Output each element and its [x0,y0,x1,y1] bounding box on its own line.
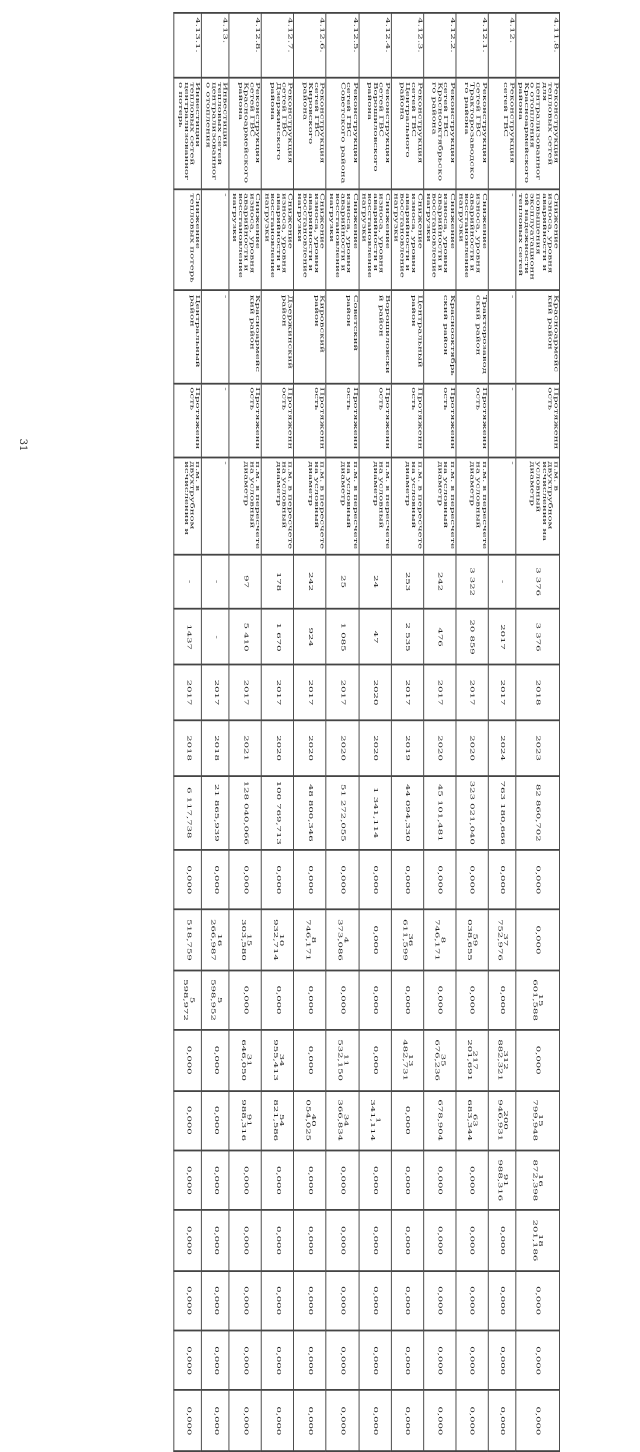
table-cell: п.м. в пересчете на условный диаметр [294,457,326,554]
table-cell: 4.12.5. [326,13,358,78]
table-cell: 6 117,738 [174,776,202,850]
table-cell: Снижение тепловых потерь [174,189,202,291]
table-cell: 16 266,987 [202,910,230,970]
table-cell: 2020 [423,720,455,775]
table-cell: 0,000 [423,1331,455,1391]
table-cell: 2018 [515,665,559,720]
table-cell: п.м. в пересчете на условный диаметр [229,457,261,554]
table-cell: 0,000 [515,910,559,970]
table-cell: 2017 [488,665,516,720]
table-cell: 51 272,055 [326,776,358,850]
table-cell: 0,000 [202,850,230,910]
table-cell: 2024 [488,720,516,775]
table-cell: - [488,457,516,554]
table-row [294,13,326,1451]
table-cell: 91 988,316 [229,1090,261,1150]
table-cell: 82 860,702 [515,776,559,850]
table-cell: 4.12.8. [229,13,261,78]
table-cell: 0,000 [326,1331,358,1391]
table-cell: 0,000 [202,1391,230,1451]
table-cell: 2020 [359,665,391,720]
table-cell: п.м. в двухтрубном исчислении на условный диаметр [515,457,559,554]
table-cell: - [488,189,516,291]
table-cell: Реконструкция тепловых сетей для централизованного отопления Красноармейского района [515,78,559,189]
table-cell: 2017 [229,665,261,720]
table-cell: п.м. в пересчете на условный диаметр [423,457,455,554]
table-cell: 2023 [515,720,559,775]
table-cell: 4.12.7. [262,13,294,78]
table-cell: 312 882,321 [488,1030,516,1090]
table-cell: Реконструкция сетей ГВС Дзержинского района [262,78,294,189]
table-cell: Ворошиловский район [359,290,391,382]
table-cell: 4.12. [488,13,516,78]
table-cell: 2017 [262,665,294,720]
table-row [515,13,559,1451]
table-cell: Протяженность [359,383,391,457]
table-cell: 0,000 [423,1150,455,1210]
table-cell: 0,000 [294,1331,326,1391]
table-cell: Реконструкция сетей ГВС [488,78,516,189]
table-cell: Реконструкция сетей ГВС Красноармейского района [229,78,261,189]
table-cell: 97 [229,554,261,609]
table-cell: 0,000 [294,970,326,1030]
table-cell: 0,000 [391,1090,423,1150]
table-cell: 20 859 [456,609,488,664]
table-cell: п.м. в пересчете на условный диаметр [359,457,391,554]
table-cell: Инвестиции тепловых сетей централизованного отопления [202,78,230,189]
table-cell: 0,000 [174,1210,202,1270]
table-row [488,13,516,1451]
table-cell: Реконструкция сетей ГВС Тракторозаводского района [456,78,488,189]
table-cell: 100 769,713 [262,776,294,850]
table-cell: 0,000 [262,1331,294,1391]
table-cell: 0,000 [456,970,488,1030]
table-cell: 0,000 [391,1271,423,1331]
table-cell: Реконструкция сетей ГВС Кировского района [294,78,326,189]
table-cell: 0,000 [359,850,391,910]
table-cell: Снижение износа, уровня аварийности и восстановление нагрузки [391,189,423,291]
table-cell: 37 752,976 [488,910,516,970]
table-cell: 253 [391,554,423,609]
table-cell: 0,000 [229,1271,261,1331]
table-cell: Центральный район [391,290,423,382]
table-row [391,13,423,1451]
table-cell: 15 799,948 [515,1090,559,1150]
table-cell: Протяженность [456,383,488,457]
table-cell: п.м. в пересчете на условный диаметр [262,457,294,554]
table-cell: 91 988,316 [488,1150,516,1210]
table-cell: 0,000 [488,1331,516,1391]
table-row [456,13,488,1451]
table-cell: Реконструкция сетей ГВС Центрального района [391,78,423,189]
table-cell: 0,000 [326,1391,358,1451]
table-cell: 0,000 [515,1030,559,1090]
table-cell: 8 746,171 [423,910,455,970]
table-cell: Инвестиции тепловых сетей централизованного потерь [174,78,202,189]
table-cell: 0,000 [174,1391,202,1451]
table-cell: Советский район [326,290,358,382]
table-cell: 0,000 [359,1391,391,1451]
table-cell: Красноармейский район [515,290,559,382]
table-cell: Тракторозаводский район [456,290,488,382]
table-cell: 59 038,655 [456,910,488,970]
table-cell: 1 341,114 [359,776,391,850]
table-cell: Протяженность [294,383,326,457]
table-cell: - [488,554,516,609]
table-cell: 0,000 [202,1210,230,1270]
table-cell: 4.13. [202,13,230,78]
table-cell: Протяженность [423,383,455,457]
table-cell: 0,000 [262,1210,294,1270]
table-row [326,13,358,1451]
table-cell: 3 322 [456,554,488,609]
table-cell: 4 373,086 [326,910,358,970]
table-cell: 763 180,666 [488,776,516,850]
table-cell: 0,000 [515,1391,559,1451]
table-cell: 2017 [202,665,230,720]
table-cell: 518,759 [174,910,202,970]
table-cell: 40 054,025 [294,1090,326,1150]
table-cell: 4.12.2. [423,13,455,78]
table-cell: Реконструкция сетей ГВС Краснооктябрьского района [423,78,455,189]
table-cell: 47 [359,609,391,664]
table-cell: 0,000 [456,1210,488,1270]
table-cell: Снижение износа, уровня аварийности и восстановление нагрузки [456,189,488,291]
table-cell: Протяженность [391,383,423,457]
table-cell: 128 040,066 [229,776,261,850]
table-cell: - [202,189,230,291]
table-cell: 0,000 [359,1030,391,1090]
table-cell: 4.12.1. [456,13,488,78]
table-cell: 0,000 [262,1150,294,1210]
table-cell: 48 800,346 [294,776,326,850]
table-cell: 0,000 [488,970,516,1030]
table-cell: 4.12.6. [294,13,326,78]
table-cell: Протяженность [262,383,294,457]
table-cell: 0,000 [359,910,391,970]
table-cell: 34 955,413 [262,1030,294,1090]
table-cell: 2018 [174,720,202,775]
table-cell: 0,000 [202,1150,230,1210]
table-cell: - [202,383,230,457]
table-cell: - [488,290,516,382]
table-cell: - [202,554,230,609]
table-cell: 0,000 [423,850,455,910]
table-cell: 0,000 [229,1150,261,1210]
table-cell: 0,000 [456,1150,488,1210]
page-number: 31 [17,438,28,452]
table-cell: 2017 [488,609,516,664]
table-cell: 0,000 [488,1210,516,1270]
table-cell: Реконструкция сетей ГВС Советского района [326,78,358,189]
table-cell: 0,000 [174,1331,202,1391]
table-cell: 0,000 [391,970,423,1030]
table-cell: 8 746,171 [294,910,326,970]
table-cell: 2017 [423,665,455,720]
table-cell: 0,000 [515,850,559,910]
table-cell: 3 376 [515,554,559,609]
table-body [174,13,559,1451]
table-cell: 44 094,330 [391,776,423,850]
table-cell: 4.11.8. [515,13,559,78]
table-cell: 0,000 [515,1331,559,1391]
table-cell: 0,000 [294,1150,326,1210]
table-cell: 18 201,186 [515,1210,559,1270]
table-cell: 0,000 [456,1271,488,1331]
table-cell: Протяженность [515,383,559,457]
table-cell: 0,000 [294,850,326,910]
table-cell: 2017 [391,665,423,720]
table-cell: 0,000 [326,1271,358,1331]
table-cell: 10 932,714 [262,910,294,970]
table-row [262,13,294,1451]
table-cell: 0,000 [391,1391,423,1451]
table-cell: 0,000 [423,1210,455,1270]
table-cell: п.м. в пересчете на условный диаметр [326,457,358,554]
table-cell: 2017 [456,665,488,720]
table-cell: 45 101,481 [423,776,455,850]
table-row [359,13,391,1451]
table-cell: Дзержинский район [262,290,294,382]
table-cell: 34 366,834 [326,1090,358,1150]
table-row [423,13,455,1451]
table-cell: 5 410 [229,609,261,664]
table-cell: 0,000 [262,970,294,1030]
table-cell: 476 [423,609,455,664]
table-cell: Снижение износа, уровня аварийности и восстановление нагрузки [326,189,358,291]
table-cell: 0,000 [326,850,358,910]
table-cell: 0,000 [326,1210,358,1270]
table-cell: - [202,609,230,664]
table-cell: 0,000 [488,1271,516,1331]
table-cell: 1 341,114 [359,1090,391,1150]
table-cell: 2020 [326,720,358,775]
table-cell: 0,000 [229,1210,261,1270]
table-cell: 2021 [229,720,261,775]
table-cell: 0,000 [229,970,261,1030]
table-cell: 4.12.4. [359,13,391,78]
table-cell: 2020 [359,720,391,775]
table-cell: п.м. в пересчете на условный диаметр [391,457,423,554]
table-row [174,13,202,1451]
table-cell: Кировский район [294,290,326,382]
table-cell: 678,904 [423,1090,455,1150]
table-cell: 2 535 [391,609,423,664]
table-cell: Протяженность [229,383,261,457]
table-cell: 0,000 [359,1271,391,1331]
table-cell: 0,000 [423,970,455,1030]
investment-table [174,12,560,1452]
table-cell: 0,000 [326,970,358,1030]
table-cell: 0,000 [229,850,261,910]
table-cell: 1437 [174,609,202,664]
table-cell: 0,000 [294,1210,326,1270]
table-cell: 2020 [262,720,294,775]
table-container [123,12,560,1452]
table-cell: 0,000 [202,1090,230,1150]
table-cell: Краснооктябрьский район [423,290,455,382]
table-cell: 0,000 [229,1391,261,1451]
table-cell: 0,000 [391,850,423,910]
table-cell: 242 [294,554,326,609]
table-cell: Снижение износа, уровня аварийности и повышения эксплуатационной надежности тепловых сетей [515,189,559,291]
table-cell: Центральный район [174,290,202,382]
table-cell: 0,000 [294,1391,326,1451]
table-cell: 0,000 [174,1150,202,1210]
table-cell: 2020 [294,720,326,775]
table-cell: 178 [262,554,294,609]
table-cell: 323 021,040 [456,776,488,850]
table-cell: 0,000 [174,1271,202,1331]
table-cell: 2020 [456,720,488,775]
table-cell: 13 482,731 [391,1030,423,1090]
table-cell: 0,000 [262,850,294,910]
table-cell: 2019 [391,720,423,775]
table-cell: 0,000 [202,1331,230,1391]
table-cell: 0,000 [174,850,202,910]
table-cell: 2017 [294,665,326,720]
table-cell: - [488,383,516,457]
table-cell: 0,000 [423,1271,455,1331]
table-cell: Красноармейский район [229,290,261,382]
table-cell: 15 601,588 [515,970,559,1030]
table-cell: 35 676,236 [423,1030,455,1090]
table-cell: - [202,290,230,382]
table-cell: 54 821,586 [262,1090,294,1150]
table-cell: 0,000 [488,850,516,910]
table-row [202,13,230,1451]
table-cell: 0,000 [359,970,391,1030]
table-cell: 15 303,580 [229,910,261,970]
table-cell: 0,000 [229,1331,261,1391]
table-cell: 0,000 [262,1391,294,1451]
table-cell: 1 670 [262,609,294,664]
table-cell: 31 646,050 [229,1030,261,1090]
table-cell: 217 201,691 [456,1030,488,1090]
table-cell: 2017 [326,665,358,720]
table-cell: 21 865,939 [202,776,230,850]
table-cell: Снижение износа, уровня аварийности и восстановление нагрузки [294,189,326,291]
table-cell: 2018 [202,720,230,775]
table-cell: 0,000 [262,1271,294,1331]
table-cell: 3 376 [515,609,559,664]
table-cell: 4.12.3. [391,13,423,78]
table-cell: Снижение износа, уровня аварийности и восстановление нагрузки [262,189,294,291]
table-cell: 25 [326,554,358,609]
table-cell: 1 085 [326,609,358,664]
table-cell: - [202,457,230,554]
table-cell: Снижение износа, уровня аварийности и восстановление нагрузки [229,189,261,291]
table-cell: 0,000 [359,1150,391,1210]
table-cell: 11 532,150 [326,1030,358,1090]
table-cell: Снижение износа, уровня аварийности и восстановление нагрузки [359,189,391,291]
table-cell: 200 946,931 [488,1090,516,1150]
table-cell: 63 683,344 [456,1090,488,1150]
table-cell: 0,000 [294,1030,326,1090]
table-cell: - [174,554,202,609]
table-cell: 5 598,972 [174,970,202,1030]
table-cell: Протяженность [326,383,358,457]
table-cell: 0,000 [202,1271,230,1331]
table-cell: 0,000 [423,1391,455,1451]
table-cell: 0,000 [326,1150,358,1210]
table-cell: 24 [359,554,391,609]
table-cell: 0,000 [456,850,488,910]
table-cell: 0,000 [515,1271,559,1331]
table-cell: 0,000 [294,1271,326,1331]
table-cell: п.м. в двухтрубном исчислении и [174,457,202,554]
table-cell: 2017 [174,665,202,720]
table-cell: 0,000 [488,1391,516,1451]
table-cell: Протяженность [174,383,202,457]
table-cell: 0,000 [456,1391,488,1451]
table-cell: 0,000 [202,1030,230,1090]
table-cell: 924 [294,609,326,664]
table-cell: 0,000 [391,1331,423,1391]
table-cell: 36 611,599 [391,910,423,970]
table-cell: Снижение износа, уровня аварийности и восстановление нагрузки [423,189,455,291]
table-cell: 0,000 [391,1150,423,1210]
table-cell: 16 872,398 [515,1150,559,1210]
table-cell: Реконструкция сетей ГВС Ворошиловского района [359,78,391,189]
table-cell: 0,000 [359,1210,391,1270]
table-cell: 0,000 [174,1030,202,1090]
table-row [229,13,261,1451]
table-cell: 0,000 [391,1210,423,1270]
table-cell: 0,000 [359,1331,391,1391]
table-cell: 0,000 [456,1331,488,1391]
table-cell: 242 [423,554,455,609]
table-cell: 5 598,952 [202,970,230,1030]
table-cell: 0,000 [174,1090,202,1150]
table-cell: 4.13.1. [174,13,202,78]
table-cell: п.м. в пересчете на условный диаметр [456,457,488,554]
